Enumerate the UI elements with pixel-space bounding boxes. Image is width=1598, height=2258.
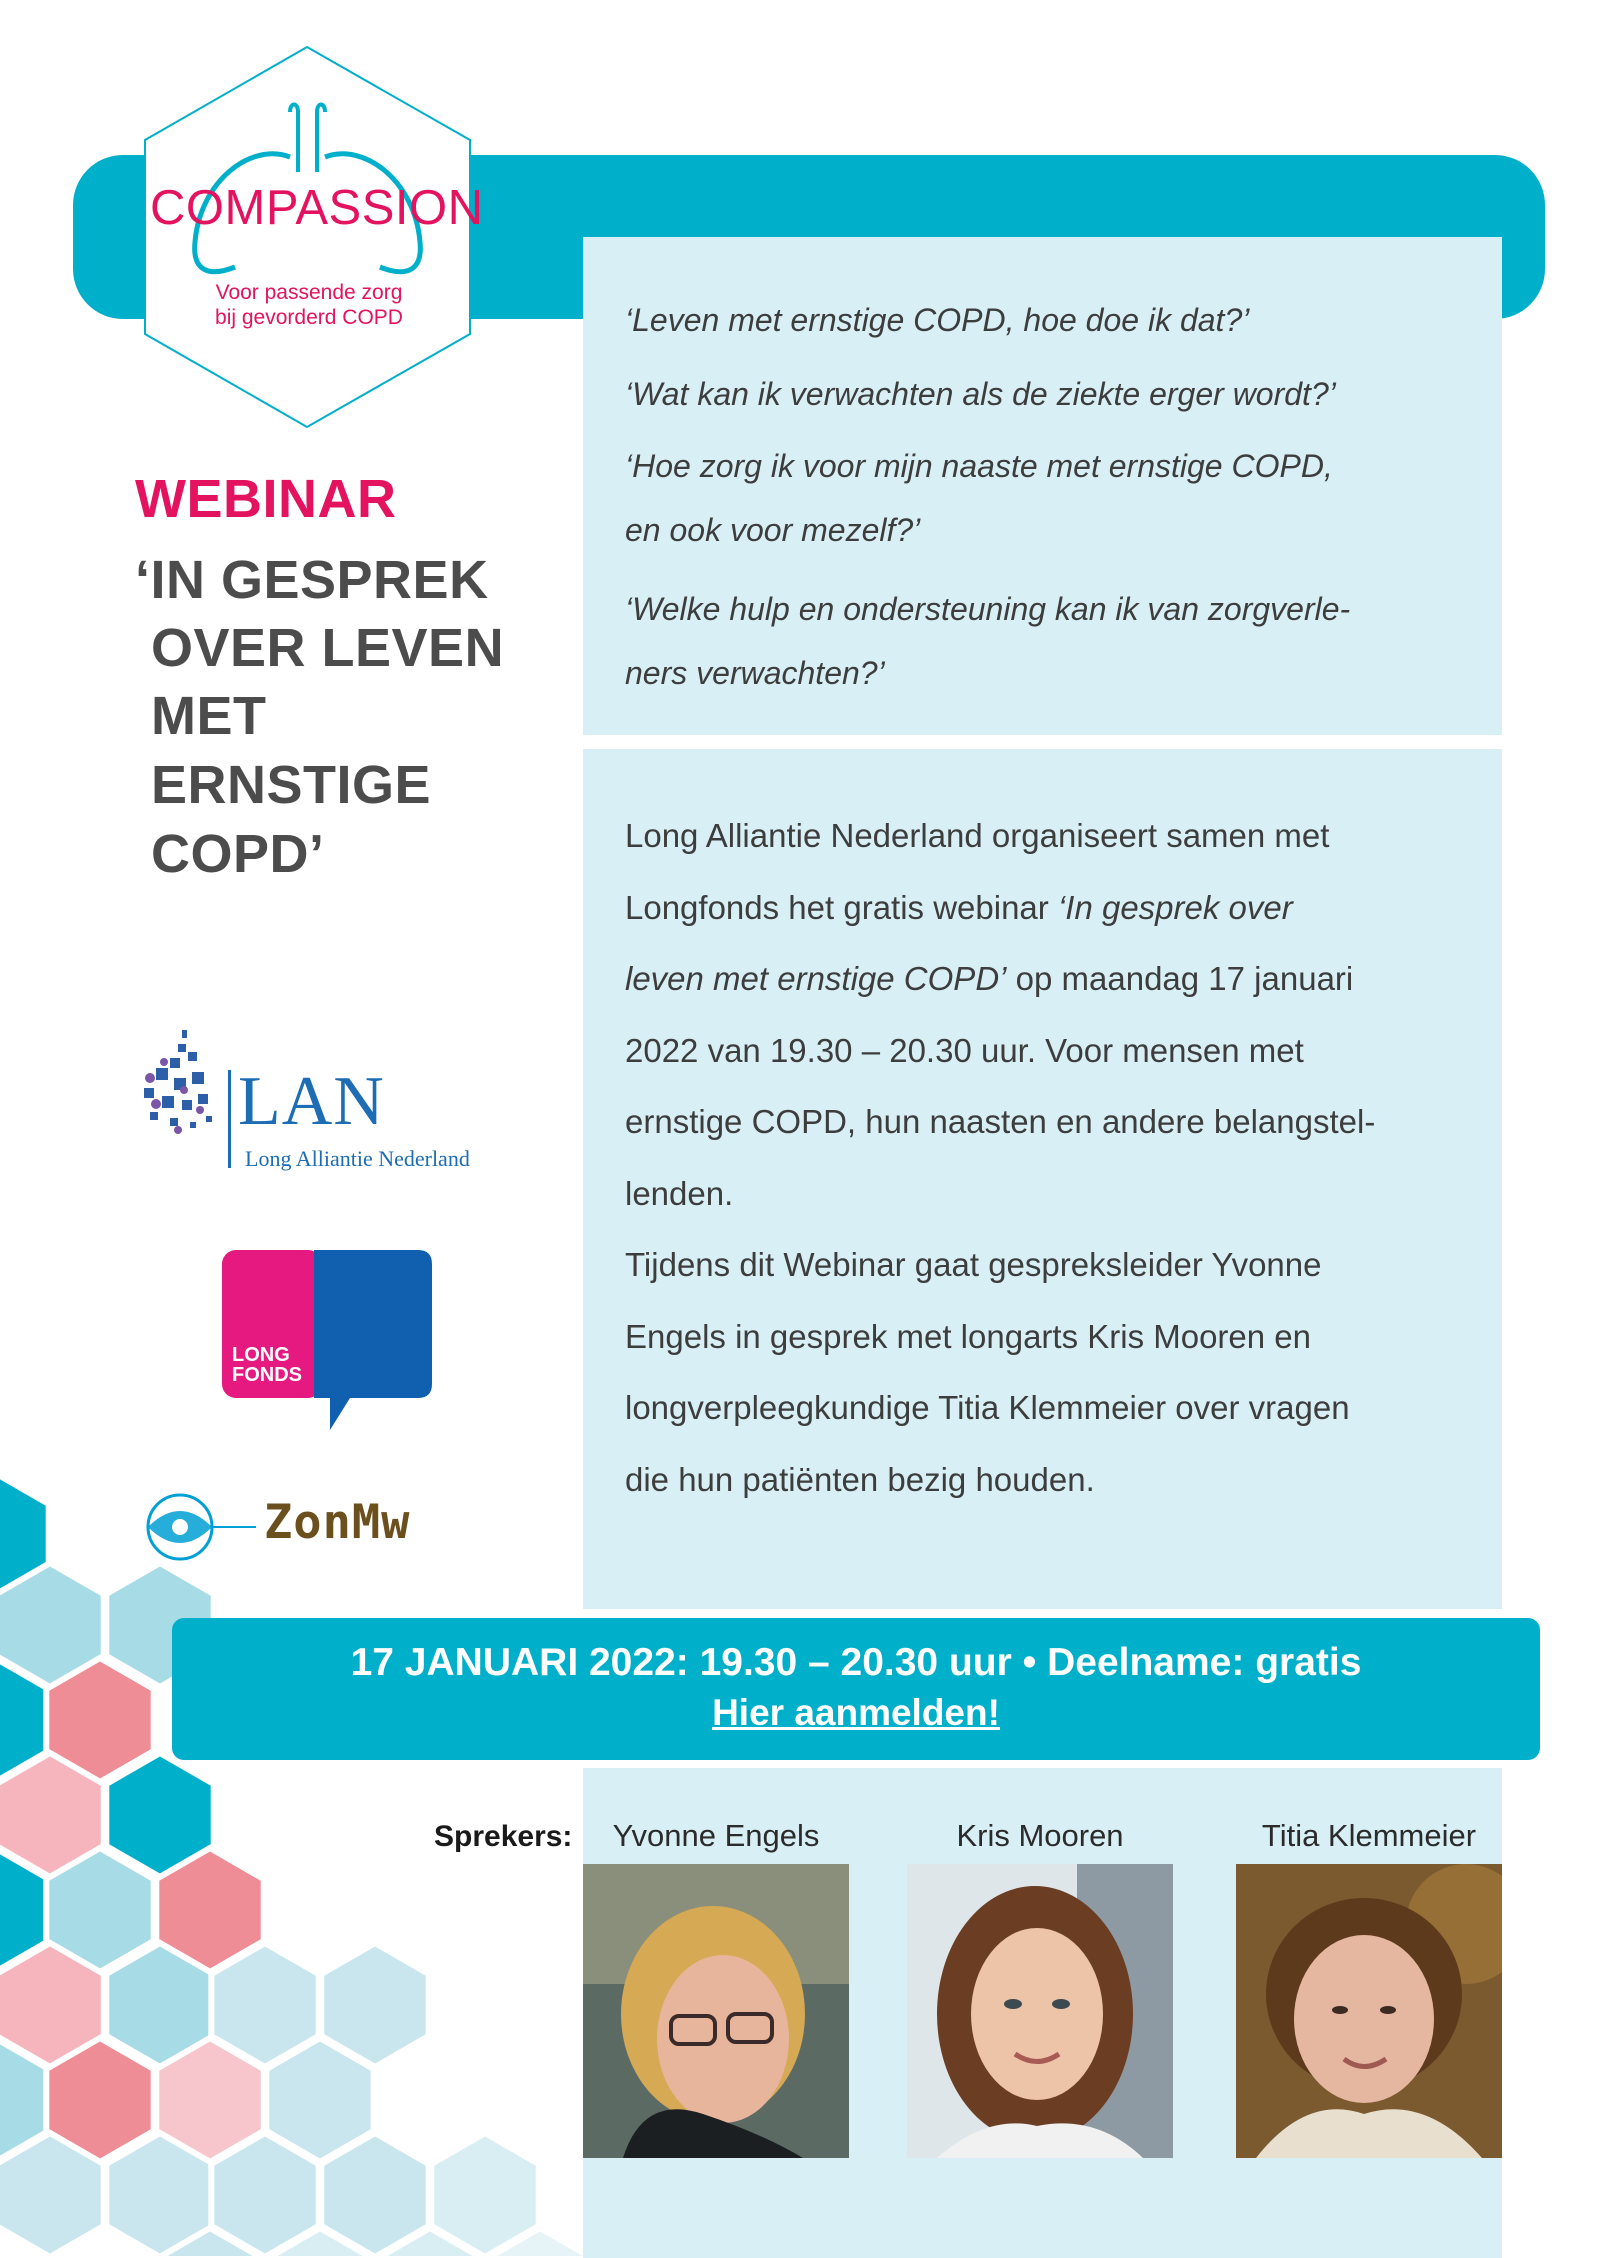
body-line: Long Alliantie Nederland organiseert samen met xyxy=(625,817,1330,854)
event-date-line: 17 JANUARI 2022: 19.30 – 20.30 uur • Deelname: gratis xyxy=(350,1641,1362,1684)
longfonds-word-1: LONG xyxy=(232,1344,290,1366)
body-italic: ‘In gesprek over xyxy=(1057,888,1293,926)
logo-tagline-line-2: bij gevorderd COPD xyxy=(215,306,403,329)
logo-tagline xyxy=(150,280,468,330)
question-3-cont: en ook voor mezelf?’ xyxy=(625,512,921,548)
body-segment: op maandag 17 januari xyxy=(1006,960,1354,997)
body-line: Tijdens dit Webinar gaat gespreksleider Yvonne xyxy=(625,1246,1322,1283)
body-line: 2022 van 19.30 – 20.30 uur. Voor mensen met xyxy=(625,1031,1304,1069)
logo-wordmark: COMPASSION xyxy=(150,181,484,235)
lan-wordmark: LAN xyxy=(238,1063,385,1140)
description-text xyxy=(625,800,1470,1515)
speaker-photo-2 xyxy=(907,1864,1173,2158)
body-segment: Longfonds het gratis webinar xyxy=(625,888,1058,926)
question-3: ‘Hoe zorg ik voor mijn naaste met ernstige COPD, xyxy=(625,448,1333,484)
question-2: ‘Wat kan ik verwachten als de ziekte erger wordt?’ xyxy=(625,376,1336,412)
webinar-label: WEBINAR xyxy=(135,469,397,529)
title-line-5: COPD’ xyxy=(151,824,325,884)
lan-fullname: Long Alliantie Nederland xyxy=(245,1146,470,1171)
speakers-label: Sprekers: xyxy=(434,1820,573,1853)
body-line xyxy=(625,872,1470,944)
body-line: lenden. xyxy=(625,1174,734,1212)
zonmw-wordmark: ZonMw xyxy=(264,1495,411,1550)
speaker-photo-3 xyxy=(1236,1864,1502,2158)
speaker-photo-1 xyxy=(583,1864,849,2158)
body-line: die hun patiënten bezig houden. xyxy=(625,1460,1095,1498)
body-line: longverpleegkundige Titia Klemmeier over vragen xyxy=(625,1389,1350,1426)
title-line-3: MET xyxy=(151,686,267,746)
question-4: ‘Welke hulp en ondersteuning kan ik van zorgverle- xyxy=(625,591,1351,627)
register-link[interactable]: Hier aanmelden! xyxy=(712,1692,1000,1733)
compassion-logo xyxy=(140,42,484,432)
title-line-2: OVER LEVEN xyxy=(151,618,505,678)
title-line-4: ERNSTIGE xyxy=(151,755,432,815)
longfonds-wordmark xyxy=(232,1344,302,1386)
body-line: ernstige COPD, hun naasten en andere belangstel- xyxy=(625,1103,1376,1140)
body-italic: leven met ernstige COPD’ xyxy=(625,960,1007,997)
title-line-1: ‘IN GESPREK xyxy=(135,550,489,610)
event-date-bar xyxy=(172,1618,1540,1760)
question-1: ‘Leven met ernstige COPD, hoe doe ik dat?’ xyxy=(625,302,1250,338)
speaker-name-1: Yvonne Engels xyxy=(612,1818,820,1853)
longfonds-word-2: FONDS xyxy=(232,1364,302,1386)
body-line: Engels in gesprek met longarts Kris Mooren en xyxy=(625,1317,1312,1355)
longfonds-logo xyxy=(222,1250,432,1430)
speaker-name-2: Kris Mooren xyxy=(956,1818,1124,1853)
speaker-name-3: Titia Klemmeier xyxy=(1261,1818,1477,1853)
logo-tagline-line-1: Voor passende zorg xyxy=(215,281,403,304)
body-line xyxy=(625,943,1470,1015)
question-4-cont: ners verwachten?’ xyxy=(625,655,885,691)
